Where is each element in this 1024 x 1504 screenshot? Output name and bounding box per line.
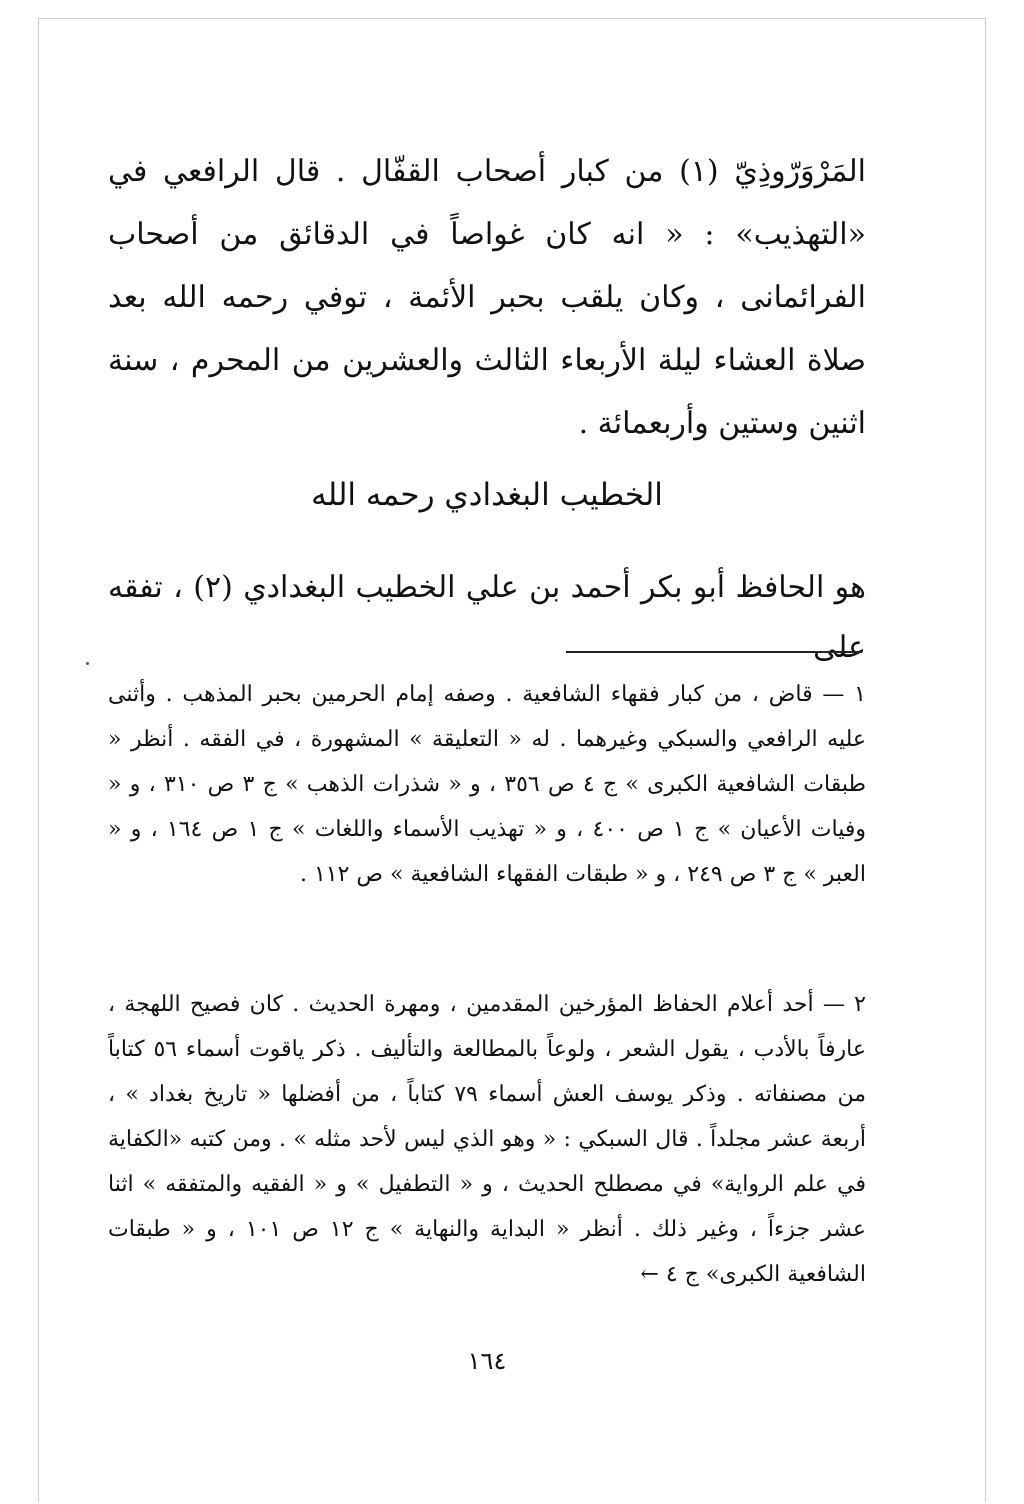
footnote-1: ١ — قاض ، من كبار فقهاء الشافعية . وصفه إمام الحرمين بحبر المذهب . وأثنى عليه الرافعي والسبكي وغيرهما . له « التعليقة » المشهورة ، في الفقه . أنظر « طبقات الشافعية الكبرى » ج ٤ ص ٣٥٦ ، و « شذرات الذهب » ج ٣ ص ٣١٠ ، و « وفيات الأعيان » ج ١ ص ٤٠٠ ، و « تهذيب الأسماء واللغات » ج ١ ص ١٦٤ ، و « العبر » ج ٣ ص ٢٤٩ ، و « طبقات الفقهاء الشافعية » ص ١١٢ . bbox=[108, 682, 866, 887]
second-paragraph: هو الحافظ أبو بكر أحمد بن علي الخطيب البغدادي (٢) ، تفقه على bbox=[108, 570, 866, 665]
section-heading: الخطيب البغدادي رحمه الله bbox=[311, 477, 663, 513]
footnote-divider bbox=[566, 651, 862, 653]
main-paragraph: المَرْوَرّوذِيّ (١) من كبار أصحاب القفّال . قال الرافعي في «التهذيب» : « انه كان غواصاً في الدقائق من أصحاب الفرائمانى ، وكان يلقب بحبر الأئمة ، توفي رحمه الله بعد صلاة العشاء ليلة الأربعاء الثالث والعشرين من المحرم ، سنة اثنين وستين وأربعمائة . bbox=[108, 154, 866, 441]
footnote-2: ٢ — أحد أعلام الحفاظ المؤرخين المقدمين ، ومهرة الحديث . كان فصيح اللهجة ، عارفاً بالأدب ، يقول الشعر ، ولوعاً بالمطالعة والتأليف . ذكر ياقوت أسماء ٥٦ كتاباً من مصنفاته . وذكر يوسف العش أسماء ٧٩ كتاباً ، من أفضلها « تاريخ بغداد » ، أربعة عشر مجلداً . قال السبكي : « وهو الذي ليس لأحد مثله » . ومن كتبه «الكفاية في علم الرواية» في مصطلح الحديث ، و « التطفيل » و « الفقيه والمتفقه » اثنا عشر جزءاً ، وغير ذلك . أنظر « البداية والنهاية » ج ١٢ ص ١٠١ ، و « طبقات الشافعية الكبرى» ج ٤ ← bbox=[108, 992, 866, 1287]
scan-speck bbox=[86, 662, 89, 665]
page-number: ١٦٤ bbox=[467, 1347, 507, 1375]
